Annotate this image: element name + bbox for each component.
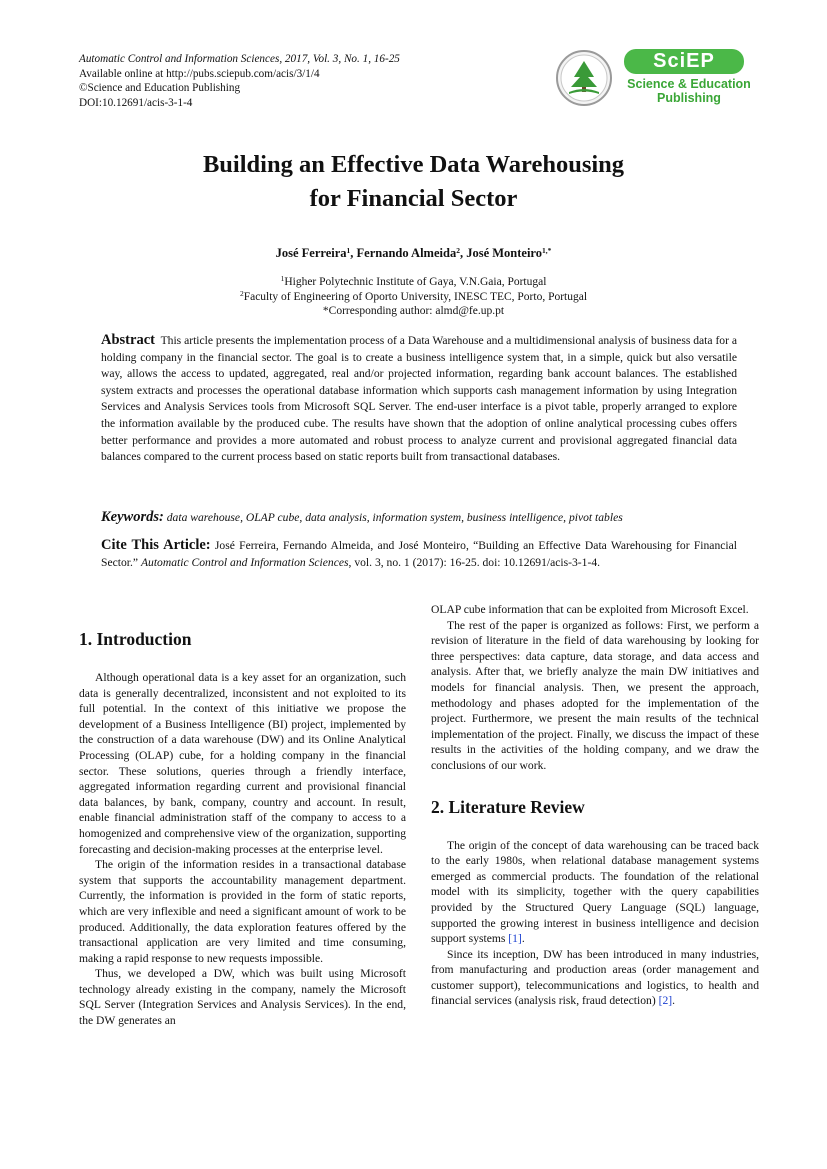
section-heading-literature-review: 2. Literature Review [431, 796, 585, 817]
cite-details: , vol. 3, no. 1 (2017): 16-25. doi: 10.12691/acis-3-1-4. [348, 556, 601, 569]
paragraph-text: . [521, 932, 525, 946]
paragraph: The origin of the information resides in a transactional database system that supports the accountability management department. Currently, the information is provided in the form of static reports, which are very inflexible and need a significant amount of work to be produced. Additionally, the data exploration features offered by the transactional application are very limited and time consuming, making a rapid response to new requests impossible. [79, 858, 406, 965]
paragraph [431, 838, 759, 947]
affiliations [60, 275, 767, 319]
corresponding-author-text: *Corresponding author: almd@fe.up.pt [322, 305, 505, 317]
keywords [101, 509, 737, 526]
author-affiliation-mark: 1 [346, 246, 351, 255]
affiliation [60, 275, 767, 290]
paragraph [431, 947, 759, 1009]
affiliation-text: Higher Polytechnic Institute of Gaya, V.N.Gaia, Portugal [284, 276, 547, 288]
journal-url[interactable]: Available online at http://pubs.sciepub.com/acis/3/1/4 [79, 67, 320, 80]
paragraph: The rest of the paper is organized as follows: First, we perform a revision of literature in the field of data warehousing by looking for three perspectives: data capture, data storage, and data access and analysis. After that, we briefly analyze the main DW initiatives and models for financial analysis. Then, we present the approach, methodology and phases adopted for the implementation of the project. Furthermore, we present the main results of the technical implementation of the project. Finally, we discuss the impact of these results in the activities of the holding company, and we draw the conclusions of our work. [431, 618, 759, 772]
citation-link[interactable]: [2] [658, 994, 673, 1008]
abstract [101, 332, 737, 466]
paper-title [60, 148, 767, 216]
section-heading-introduction: 1. Introduction [79, 629, 192, 649]
logo-subtitle [622, 78, 756, 105]
cite-journal: Automatic Control and Information Sciences [140, 556, 349, 569]
right-column [431, 602, 759, 1009]
keywords-label: Keywords: [101, 509, 164, 525]
paragraph-text: . [672, 994, 676, 1008]
keywords-text: data warehouse, OLAP cube, data analysis, information system, business intelligence, pivot tables [166, 511, 623, 524]
affiliation-text: Faculty of Engineering of Oporto University, INESC TEC, Porto, Portugal [243, 290, 588, 303]
citation-link[interactable]: [1] [508, 932, 522, 946]
author: José Ferreira [275, 246, 347, 260]
title-line1: Building an Effective Data Warehousing [202, 151, 625, 178]
cite-label: Cite This Article: [101, 537, 211, 553]
journal-header [79, 52, 519, 110]
logo-subtitle-line2: Publishing [657, 90, 721, 105]
copyright: ©Science and Education Publishing [79, 82, 241, 94]
left-column [79, 628, 406, 1029]
paragraph: Although operational data is a key asset for an organization, such data is generally decentralized, inconsistent and not exploited to its full potential. In the context of this initiative we propose the development of a Business Intelligence (BI) project, implemented by the construction of a data warehouse (DW) and its Online Analytical Processing (OLAP) cube, for a holding company in the financial sector. These solutions, queries through a friendly interface, aggregated information regarding current and provisional financial data balances, by bank, company, country and account. In result, enable financial administration staff of the company to access to a homogenized and comprehensive view of the organization, supporting forecasting and decision-making processes at the enterprise level. [79, 671, 406, 856]
paragraph: Thus, we developed a DW, which was built using Microsoft technology already existing in the company, namely the Microsoft SQL Server (Integration Services and Analysis Services). In the end, the DW generates an [79, 967, 406, 1028]
logo-subtitle-line1: Science & Education [627, 77, 751, 91]
author-affiliation-mark: 1,* [542, 246, 552, 255]
title-line2: for Financial Sector [309, 185, 518, 212]
author-separator: , [350, 246, 357, 260]
journal-citation: Automatic Control and Information Sciences, 2017, Vol. 3, No. 1, 16-25 [79, 53, 400, 65]
affiliation-mark: 1 [280, 274, 285, 283]
affiliation [60, 290, 767, 305]
paragraph-text: Since its inception, DW has been introduced in many industries, from manufacturing and production areas (order management and customer support), telecommunications and logistics, to health and financial services (analysis risk, fraud detection) [431, 947, 759, 1008]
paragraph-text: The origin of the concept of data warehousing can be traced back to the early 1980s, when relational database management systems emerged as commercial products. The foundation of the relational model with its simplicity, together with the query capabilities provided by the Structured Query Language (SQL) language, supported the growing interest in business intelligence and decision support systems [431, 838, 759, 946]
author-separator: , [459, 246, 467, 260]
logo-wordmark: SciEP [624, 49, 744, 74]
cite-text: José Ferreira, Fernando Almeida, and José Monteiro, “Building an Effective Data Warehousing for Financial Sector.” [101, 539, 737, 569]
author: José Monteiro [466, 246, 542, 260]
cite-this-article [101, 537, 737, 571]
abstract-text: This article presents the implementation process of a Data Warehouse and a multidimensional analysis of business data for a holding company in the financial sector. The goal is to create a business intelligence system that, in a simple, quick but also versatile way, allows the access to updated, aggregated, real and/or projected information, regarding bank account balances. The established system extracts and processes the operational database information which supports cash management information by using Integration Services and Analysis Services tools from Microsoft SQL Server. The end-user interface is a pivot table, properly arranged to explore the information available by the produced cube. The results have shown that the adoption of online analytical processing cubes offers better performance and provides a more automated and robust process to analyze current and provisional aggregated financial data balances compared to the current process based on static reports built from transactional databases. [101, 334, 738, 464]
author-affiliation-mark: 2 [456, 246, 460, 255]
publisher-logo [556, 47, 756, 111]
tree-book-icon [556, 50, 612, 106]
author: Fernando Almeida [356, 246, 457, 260]
doi[interactable]: DOI:10.12691/acis-3-1-4 [79, 96, 193, 109]
author-list [60, 245, 767, 261]
paragraph: OLAP cube information that can be exploited from Microsoft Excel. [431, 603, 749, 616]
affiliation-mark: 2 [239, 288, 244, 298]
abstract-label: Abstract [101, 332, 155, 348]
corresponding-author [60, 304, 767, 319]
